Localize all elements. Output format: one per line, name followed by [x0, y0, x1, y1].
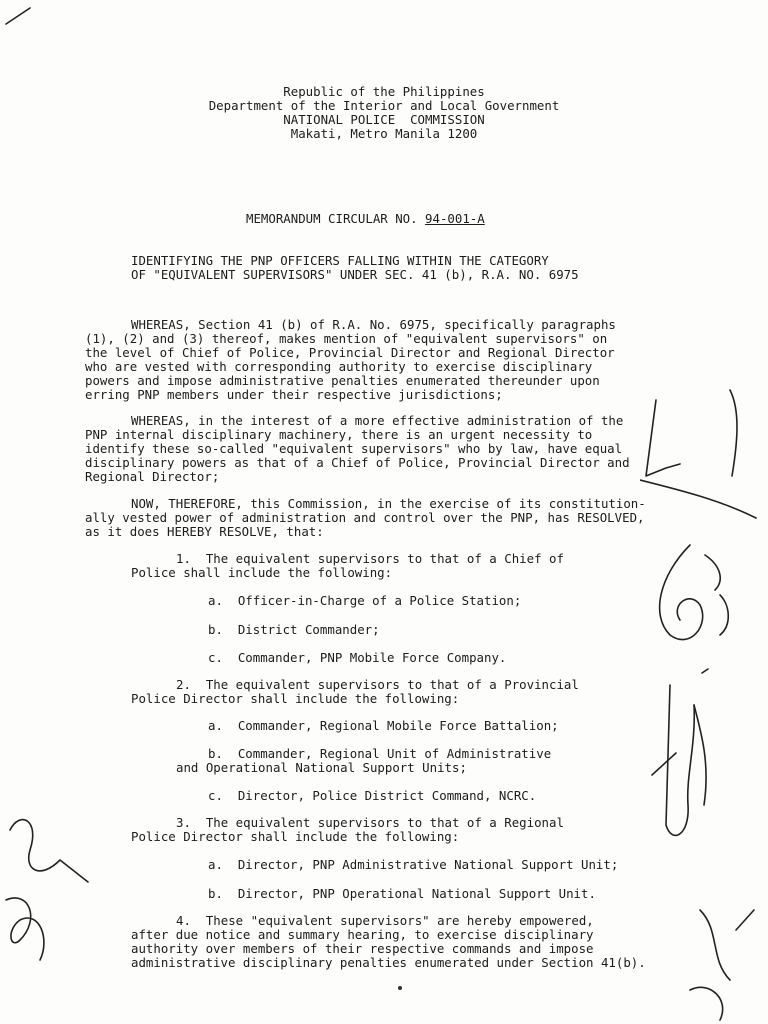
- item1-intro: 1. The equivalent supervisors to that of a Chief of: [176, 551, 564, 566]
- whereas1-line: powers and impose administrative penalties enumerated thereunder upon: [85, 373, 600, 388]
- item3-sub-b: b. Director, PNP Operational National Support Unit.: [208, 886, 596, 901]
- whereas1-line: who are vested with corresponding authority to exercise disciplinary: [85, 359, 593, 374]
- whereas1-line: WHEREAS, Section 41 (b) of R.A. No. 6975, specifically paragraphs: [131, 317, 616, 332]
- item3-intro: Police Director shall include the following:: [131, 829, 460, 844]
- header-napolcom: NATIONAL POLICE COMMISSION: [283, 112, 485, 127]
- resolution-line: NOW, THEREFORE, this Commission, in the exercise of its constitution-: [131, 496, 646, 511]
- resolution-line: ally vested power of administration and control over the PNP, has RESOLVED,: [85, 510, 645, 525]
- item1-intro: Police shall include the following:: [131, 565, 393, 580]
- item1-sub-a: a. Officer-in-Charge of a Police Station;: [208, 593, 522, 608]
- item2-sub-b: and Operational National Support Units;: [176, 760, 467, 775]
- whereas1-line: erring PNP members under their respective jurisdictions;: [85, 387, 503, 402]
- corner-scribble: [0, 0, 40, 30]
- item3-sub-a: a. Director, PNP Administrative National Support Unit;: [208, 857, 619, 872]
- item4-line: after due notice and summary hearing, to exercise disciplinary: [131, 927, 594, 942]
- header-address: Makati, Metro Manila 1200: [290, 126, 478, 141]
- whereas1-line: the level of Chief of Police, Provincial Director and Regional Director: [85, 345, 615, 360]
- item2-sub-b: b. Commander, Regional Unit of Administrative: [208, 746, 552, 761]
- margin-signature-middle: [650, 535, 740, 655]
- item3-intro: 3. The equivalent supervisors to that of a Regional: [176, 815, 564, 830]
- margin-signature-top: [640, 380, 760, 540]
- page-dot: [398, 986, 402, 990]
- header-department: Department of the Interior and Local Government: [208, 98, 560, 113]
- item2-intro: 2. The equivalent supervisors to that of a Provincial: [176, 677, 579, 692]
- item4-line: 4. These "equivalent supervisors" are hereby empowered,: [176, 913, 594, 928]
- item4-line: administrative disciplinary penalties enumerated under Section 41(b).: [131, 955, 646, 970]
- subject-line-2: OF "EQUIVALENT SUPERVISORS" UNDER SEC. 41 (b), R.A. NO. 6975: [131, 267, 579, 282]
- item1-sub-c: c. Commander, PNP Mobile Force Company.: [208, 650, 507, 665]
- item2-sub-c: c. Director, Police District Command, NCRC.: [208, 788, 537, 803]
- resolution-line: as it does HEREBY RESOLVE, that:: [85, 524, 324, 539]
- item2-intro: Police Director shall include the following:: [131, 691, 460, 706]
- whereas2-line: PNP internal disciplinary machinery, there is an urgent necessity to: [85, 427, 593, 442]
- item1-sub-b: b. District Commander;: [208, 622, 380, 637]
- whereas2-line: Regional Director;: [85, 469, 220, 484]
- initials-left: [0, 790, 110, 970]
- whereas2-line: disciplinary powers as that of a Chief of Police, Provincial Director and: [85, 455, 630, 470]
- margin-signature-lower: [650, 665, 750, 875]
- item2-sub-a: a. Commander, Regional Mobile Force Battalion;: [208, 718, 559, 733]
- memo-number: 94-001-A: [425, 211, 485, 226]
- memo-label: MEMORANDUM CIRCULAR NO.: [246, 211, 426, 226]
- whereas1-line: (1), (2) and (3) thereof, makes mention of "equivalent supervisors" on: [85, 331, 608, 346]
- memo-title: [246, 212, 485, 226]
- initials-right: [680, 900, 768, 1024]
- subject-line-1: IDENTIFYING THE PNP OFFICERS FALLING WITHIN THE CATEGORY: [131, 253, 549, 268]
- whereas2-line: identify these so-called "equivalent supervisors" who by law, have equal: [85, 441, 623, 456]
- whereas2-line: WHEREAS, in the interest of a more effective administration of the: [131, 413, 624, 428]
- item4-line: authority over members of their respective commands and impose: [131, 941, 594, 956]
- header-republic: Republic of the Philippines: [283, 84, 485, 99]
